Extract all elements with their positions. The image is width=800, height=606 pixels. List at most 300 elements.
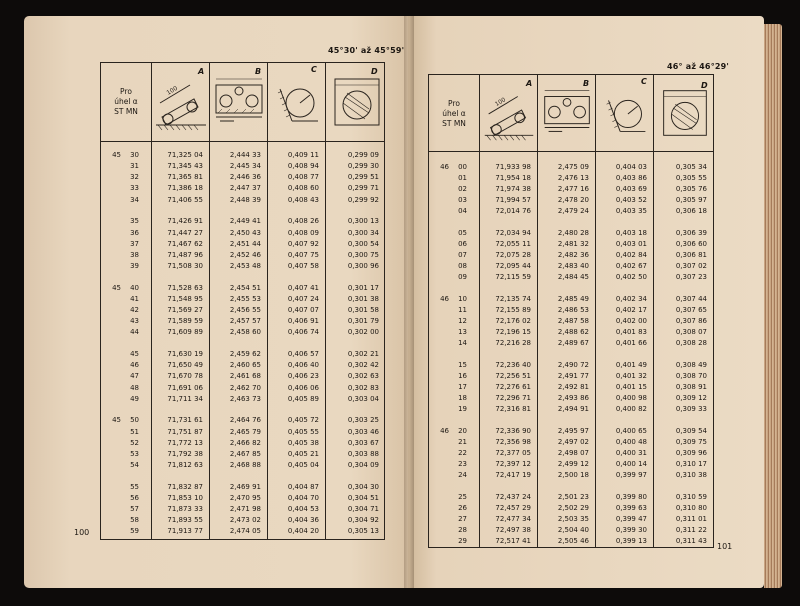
value-b-cell: 2,482 36 bbox=[557, 251, 589, 260]
column-letter: C bbox=[641, 77, 647, 86]
minute-cell: 34 bbox=[130, 195, 139, 204]
value-a-cell: 72,236 40 bbox=[495, 361, 531, 369]
value-a-cell: 72,356 98 bbox=[495, 438, 531, 447]
value-c-cell: 0,401 49 bbox=[615, 361, 647, 369]
value-d-cell: 0,304 09 bbox=[347, 461, 379, 469]
value-d-cell: 0,303 88 bbox=[347, 449, 379, 458]
column-letter: A bbox=[198, 67, 205, 76]
minute-cell: 43 bbox=[130, 317, 139, 326]
value-a-cell: 71,772 13 bbox=[167, 438, 203, 447]
value-b-cell: 2,500 18 bbox=[557, 471, 589, 480]
value-d-cell: 0,299 51 bbox=[347, 173, 379, 182]
value-d-cell: 0,299 30 bbox=[347, 162, 379, 171]
value-a-cell: 72,296 71 bbox=[495, 394, 531, 403]
value-b-cell: 2,463 73 bbox=[229, 394, 261, 403]
value-a-cell: 71,691 06 bbox=[167, 383, 203, 392]
minute-cell: 14 bbox=[458, 339, 467, 348]
minute-cell: 20 bbox=[458, 427, 467, 435]
value-d-cell: 0,307 23 bbox=[675, 273, 707, 282]
value-a-cell: 71,731 61 bbox=[167, 416, 203, 425]
value-d-cell: 0,306 18 bbox=[675, 207, 707, 216]
value-a-cell: 72,135 74 bbox=[495, 295, 531, 303]
value-c-cell: 0,407 24 bbox=[287, 294, 319, 303]
value-a-cell: 71,893 55 bbox=[167, 516, 203, 525]
header-label bbox=[429, 99, 479, 129]
minute-cell: 03 bbox=[458, 196, 467, 205]
minute-cell: 07 bbox=[458, 251, 467, 260]
value-a-cell: 71,954 18 bbox=[495, 174, 531, 183]
value-b-cell: 2,471 98 bbox=[229, 505, 261, 514]
table-row bbox=[101, 438, 384, 449]
table-row bbox=[101, 250, 384, 261]
value-b-cell: 2,453 48 bbox=[229, 261, 261, 270]
value-c-cell: 0,403 18 bbox=[615, 229, 647, 237]
table-row bbox=[101, 239, 384, 250]
value-d-cell: 0,310 59 bbox=[675, 493, 707, 501]
value-b-cell: 2,454 51 bbox=[229, 283, 261, 292]
value-d-cell: 0,310 80 bbox=[675, 504, 707, 513]
value-a-cell: 71,832 87 bbox=[167, 482, 203, 491]
value-a-cell: 72,477 34 bbox=[495, 515, 531, 524]
value-b-cell: 2,486 53 bbox=[557, 306, 589, 315]
minute-cell: 55 bbox=[130, 482, 139, 491]
minute-cell: 25 bbox=[458, 493, 467, 501]
value-a-cell: 71,933 98 bbox=[495, 163, 531, 171]
table-row bbox=[101, 383, 384, 394]
value-b-cell: 2,459 62 bbox=[229, 350, 261, 359]
value-d-cell: 0,310 38 bbox=[675, 471, 707, 480]
table-row bbox=[429, 316, 713, 327]
minute-cell: 58 bbox=[130, 516, 139, 525]
table-row bbox=[429, 338, 713, 349]
value-c-cell: 0,404 53 bbox=[287, 505, 319, 514]
degree-cell: 45 bbox=[112, 416, 121, 425]
header-label-line: ST MN bbox=[442, 119, 466, 128]
minute-cell: 40 bbox=[130, 283, 139, 292]
minute-cell: 42 bbox=[130, 306, 139, 314]
value-a-cell: 72,216 28 bbox=[495, 339, 531, 348]
value-b-cell: 2,487 58 bbox=[557, 317, 589, 326]
svg-text:100: 100 bbox=[165, 84, 179, 97]
value-a-cell: 72,377 05 bbox=[495, 449, 531, 458]
minute-cell: 54 bbox=[130, 461, 139, 469]
value-c-cell: 0,405 55 bbox=[287, 427, 319, 436]
value-d-cell: 0,302 63 bbox=[347, 372, 379, 381]
table-row bbox=[101, 360, 384, 371]
value-c-cell: 0,407 92 bbox=[287, 239, 319, 248]
value-c-cell: 0,403 01 bbox=[615, 240, 647, 249]
value-c-cell: 0,404 70 bbox=[287, 493, 319, 502]
value-a-cell: 72,316 81 bbox=[495, 405, 531, 414]
value-d-cell: 0,307 86 bbox=[675, 317, 707, 326]
value-c-cell: 0,401 66 bbox=[615, 339, 647, 348]
table-row bbox=[429, 426, 713, 437]
minute-cell: 12 bbox=[458, 317, 467, 326]
table-row bbox=[429, 239, 713, 250]
value-a-cell: 72,115 59 bbox=[495, 273, 531, 282]
value-d-cell: 0,309 54 bbox=[675, 427, 707, 435]
column-letter: D bbox=[371, 67, 378, 76]
value-c-cell: 0,399 47 bbox=[615, 515, 647, 524]
value-c-cell: 0,405 72 bbox=[287, 416, 319, 425]
value-b-cell: 2,501 23 bbox=[557, 493, 589, 501]
value-d-cell: 0,305 55 bbox=[675, 174, 707, 183]
value-c-cell: 0,407 41 bbox=[287, 283, 319, 292]
angle-range-heading: 46° až 46°29' bbox=[667, 62, 730, 71]
value-d-cell: 0,302 21 bbox=[347, 350, 379, 359]
table-row bbox=[429, 261, 713, 272]
table-header bbox=[101, 63, 384, 142]
column-letter: C bbox=[311, 65, 317, 74]
table-row bbox=[429, 437, 713, 448]
header-label-line: ST MN bbox=[114, 107, 138, 116]
value-a-cell: 71,994 57 bbox=[495, 196, 531, 205]
table-row bbox=[101, 526, 384, 537]
value-a-cell: 71,447 27 bbox=[167, 228, 203, 237]
value-b-cell: 2,447 37 bbox=[229, 184, 261, 193]
value-c-cell: 0,402 84 bbox=[615, 251, 647, 260]
table-row bbox=[429, 492, 713, 503]
header-label-line: úhel α bbox=[114, 97, 138, 106]
value-c-cell: 0,404 20 bbox=[287, 527, 319, 536]
value-a-cell: 71,974 38 bbox=[495, 185, 531, 194]
diagram-a-icon bbox=[482, 81, 537, 145]
page-number: 101 bbox=[717, 542, 733, 551]
value-d-cell: 0,301 17 bbox=[347, 283, 379, 292]
table-row bbox=[429, 250, 713, 261]
value-d-cell: 0,305 34 bbox=[675, 163, 707, 171]
table-row bbox=[429, 272, 713, 283]
value-d-cell: 0,308 49 bbox=[675, 361, 707, 369]
value-c-cell: 0,405 89 bbox=[287, 394, 319, 403]
value-d-cell: 0,304 30 bbox=[347, 482, 379, 491]
value-c-cell: 0,400 98 bbox=[615, 394, 647, 403]
value-a-cell: 71,853 10 bbox=[167, 493, 203, 502]
value-b-cell: 2,460 65 bbox=[229, 361, 261, 370]
value-a-cell: 71,670 78 bbox=[167, 372, 203, 381]
table-row bbox=[101, 515, 384, 526]
value-d-cell: 0,306 39 bbox=[675, 229, 707, 237]
value-a-cell: 71,913 77 bbox=[167, 527, 203, 536]
table-row bbox=[429, 404, 713, 415]
table-row bbox=[101, 150, 384, 161]
value-a-cell: 71,650 49 bbox=[167, 361, 203, 370]
table-row bbox=[429, 536, 713, 547]
minute-cell: 50 bbox=[130, 416, 139, 425]
value-d-cell: 0,309 33 bbox=[675, 405, 707, 414]
table-row bbox=[101, 504, 384, 515]
value-b-cell: 2,452 46 bbox=[229, 250, 261, 259]
minute-cell: 27 bbox=[458, 515, 467, 524]
value-a-cell: 71,406 55 bbox=[167, 195, 203, 204]
table-row bbox=[101, 460, 384, 471]
value-b-cell: 2,445 34 bbox=[229, 162, 261, 171]
minute-cell: 21 bbox=[458, 438, 467, 447]
minute-cell: 46 bbox=[130, 361, 139, 370]
minute-cell: 09 bbox=[458, 273, 467, 282]
table-row bbox=[429, 371, 713, 382]
table-row bbox=[101, 294, 384, 305]
diagram-d-icon bbox=[329, 69, 384, 135]
value-a-cell: 71,630 19 bbox=[167, 350, 203, 359]
diagram-a-icon bbox=[154, 69, 209, 135]
value-b-cell: 2,444 33 bbox=[229, 151, 261, 159]
value-a-cell: 72,517 41 bbox=[495, 537, 531, 546]
minute-cell: 35 bbox=[130, 217, 139, 226]
value-b-cell: 2,504 40 bbox=[557, 526, 589, 535]
value-d-cell: 0,301 79 bbox=[347, 317, 379, 326]
value-a-cell: 72,256 51 bbox=[495, 372, 531, 381]
value-c-cell: 0,400 82 bbox=[615, 405, 647, 414]
degree-cell: 46 bbox=[440, 295, 449, 303]
value-b-cell: 2,466 82 bbox=[229, 438, 261, 447]
value-b-cell: 2,455 53 bbox=[229, 294, 261, 303]
value-a-cell: 71,711 34 bbox=[167, 394, 203, 403]
value-b-cell: 2,465 79 bbox=[229, 427, 261, 436]
table-row bbox=[429, 393, 713, 404]
value-c-cell: 0,404 03 bbox=[615, 163, 647, 171]
column-letter: A bbox=[526, 79, 533, 88]
minute-cell: 52 bbox=[130, 438, 139, 447]
table-row bbox=[101, 327, 384, 338]
value-b-cell: 2,474 05 bbox=[229, 527, 261, 536]
value-d-cell: 0,299 71 bbox=[347, 184, 379, 193]
value-a-cell: 71,386 18 bbox=[167, 184, 203, 193]
value-d-cell: 0,304 92 bbox=[347, 516, 379, 525]
value-b-cell: 2,462 70 bbox=[229, 383, 261, 392]
value-d-cell: 0,300 13 bbox=[347, 217, 379, 226]
value-b-cell: 2,448 39 bbox=[229, 195, 261, 204]
value-d-cell: 0,302 42 bbox=[347, 361, 379, 370]
value-b-cell: 2,476 13 bbox=[557, 174, 589, 183]
table-row bbox=[429, 382, 713, 393]
minute-cell: 06 bbox=[458, 240, 467, 249]
value-a-cell: 71,365 81 bbox=[167, 173, 203, 182]
value-a-cell: 71,487 96 bbox=[167, 250, 203, 259]
value-b-cell: 2,473 02 bbox=[229, 516, 261, 525]
value-b-cell: 2,492 81 bbox=[557, 383, 589, 392]
table-row bbox=[101, 427, 384, 438]
value-c-cell: 0,406 40 bbox=[287, 361, 319, 370]
value-d-cell: 0,308 07 bbox=[675, 328, 707, 337]
table-row bbox=[429, 514, 713, 525]
value-b-cell: 2,483 40 bbox=[557, 262, 589, 271]
value-a-cell: 72,176 02 bbox=[495, 317, 531, 326]
value-c-cell: 0,399 80 bbox=[615, 493, 647, 501]
value-c-cell: 0,406 57 bbox=[287, 350, 319, 359]
value-d-cell: 0,308 28 bbox=[675, 339, 707, 348]
value-d-cell: 0,303 25 bbox=[347, 416, 379, 425]
page-number: 100 bbox=[74, 528, 90, 537]
value-b-cell: 2,489 67 bbox=[557, 339, 589, 348]
page-edges bbox=[764, 24, 782, 588]
table-row bbox=[101, 493, 384, 504]
value-a-cell: 71,873 33 bbox=[167, 505, 203, 514]
value-a-cell: 71,528 63 bbox=[167, 283, 203, 292]
value-a-cell: 72,196 15 bbox=[495, 328, 531, 337]
value-c-cell: 0,405 21 bbox=[287, 449, 319, 458]
value-c-cell: 0,399 97 bbox=[615, 471, 647, 480]
diagram-c-icon bbox=[270, 69, 325, 135]
value-a-cell: 71,589 59 bbox=[167, 317, 203, 326]
value-d-cell: 0,301 58 bbox=[347, 306, 379, 314]
value-c-cell: 0,403 69 bbox=[615, 185, 647, 194]
value-c-cell: 0,399 13 bbox=[615, 537, 647, 546]
value-d-cell: 0,304 71 bbox=[347, 505, 379, 514]
value-d-cell: 0,309 12 bbox=[675, 394, 707, 403]
value-b-cell: 2,467 85 bbox=[229, 449, 261, 458]
value-a-cell: 72,095 44 bbox=[495, 262, 531, 271]
column-letter: B bbox=[255, 67, 262, 76]
value-d-cell: 0,311 43 bbox=[675, 537, 707, 546]
value-b-cell: 2,497 02 bbox=[557, 438, 589, 447]
value-a-cell: 72,014 76 bbox=[495, 207, 531, 216]
value-b-cell: 2,456 55 bbox=[229, 306, 261, 314]
table-row bbox=[429, 448, 713, 459]
value-c-cell: 0,404 36 bbox=[287, 516, 319, 525]
value-a-cell: 71,345 43 bbox=[167, 162, 203, 171]
value-a-cell: 71,569 27 bbox=[167, 306, 203, 314]
minute-cell: 24 bbox=[458, 471, 467, 480]
value-b-cell: 2,478 20 bbox=[557, 196, 589, 205]
value-c-cell: 0,403 52 bbox=[615, 196, 647, 205]
value-d-cell: 0,304 51 bbox=[347, 493, 379, 502]
value-c-cell: 0,403 35 bbox=[615, 207, 647, 216]
table-row bbox=[429, 525, 713, 536]
value-d-cell: 0,300 96 bbox=[347, 261, 379, 270]
minute-cell: 02 bbox=[458, 185, 467, 194]
value-d-cell: 0,309 75 bbox=[675, 438, 707, 447]
value-d-cell: 0,299 92 bbox=[347, 195, 379, 204]
minute-cell: 45 bbox=[130, 350, 139, 359]
value-c-cell: 0,400 48 bbox=[615, 438, 647, 447]
value-c-cell: 0,407 07 bbox=[287, 306, 319, 314]
value-b-cell: 2,475 09 bbox=[557, 163, 589, 171]
value-b-cell: 2,457 57 bbox=[229, 317, 261, 326]
value-d-cell: 0,311 01 bbox=[675, 515, 707, 524]
value-a-cell: 72,397 12 bbox=[495, 460, 531, 469]
minute-cell: 13 bbox=[458, 328, 467, 337]
table-row bbox=[429, 294, 713, 305]
value-c-cell: 0,399 63 bbox=[615, 504, 647, 513]
value-c-cell: 0,401 83 bbox=[615, 328, 647, 337]
value-b-cell: 2,485 49 bbox=[557, 295, 589, 303]
table-row bbox=[101, 261, 384, 272]
value-c-cell: 0,408 94 bbox=[287, 162, 319, 171]
value-d-cell: 0,302 83 bbox=[347, 383, 379, 392]
table-row bbox=[101, 172, 384, 183]
table-row bbox=[101, 183, 384, 194]
value-c-cell: 0,408 43 bbox=[287, 195, 319, 204]
minute-cell: 36 bbox=[130, 228, 139, 237]
minute-cell: 39 bbox=[130, 261, 139, 270]
table-header bbox=[429, 75, 713, 152]
value-a-cell: 71,751 87 bbox=[167, 427, 203, 436]
minute-cell: 19 bbox=[458, 405, 467, 414]
degree-cell: 45 bbox=[112, 283, 121, 292]
value-a-cell: 72,437 24 bbox=[495, 493, 531, 501]
minute-cell: 17 bbox=[458, 383, 467, 392]
minute-cell: 41 bbox=[130, 294, 139, 303]
minute-cell: 22 bbox=[458, 449, 467, 458]
minute-cell: 33 bbox=[130, 184, 139, 193]
table-row bbox=[429, 195, 713, 206]
value-c-cell: 0,401 32 bbox=[615, 372, 647, 381]
table-row bbox=[101, 228, 384, 239]
value-c-cell: 0,403 86 bbox=[615, 174, 647, 183]
value-c-cell: 0,408 09 bbox=[287, 228, 319, 237]
value-b-cell: 2,477 16 bbox=[557, 185, 589, 194]
degree-cell: 46 bbox=[440, 163, 449, 171]
minute-cell: 59 bbox=[130, 527, 139, 536]
minute-cell: 47 bbox=[130, 372, 139, 381]
value-d-cell: 0,303 04 bbox=[347, 394, 379, 403]
value-c-cell: 0,406 23 bbox=[287, 372, 319, 381]
minute-cell: 38 bbox=[130, 250, 139, 259]
table-row bbox=[101, 161, 384, 172]
minute-cell: 08 bbox=[458, 262, 467, 271]
minute-cell: 37 bbox=[130, 239, 139, 248]
value-d-cell: 0,306 81 bbox=[675, 251, 707, 260]
table-row bbox=[101, 371, 384, 382]
value-b-cell: 2,503 35 bbox=[557, 515, 589, 524]
value-c-cell: 0,406 74 bbox=[287, 328, 319, 337]
value-d-cell: 0,299 09 bbox=[347, 151, 379, 159]
table-row bbox=[429, 162, 713, 173]
table-row bbox=[429, 228, 713, 239]
degree-cell: 45 bbox=[112, 151, 121, 159]
header-label-line: Pro bbox=[448, 99, 460, 108]
header-label-line: úhel α bbox=[442, 109, 466, 118]
value-a-cell: 72,457 29 bbox=[495, 504, 531, 513]
minute-cell: 57 bbox=[130, 505, 139, 514]
value-a-cell: 71,548 95 bbox=[167, 294, 203, 303]
value-b-cell: 2,470 95 bbox=[229, 493, 261, 502]
column-letter: B bbox=[583, 79, 590, 88]
value-b-cell: 2,490 72 bbox=[557, 361, 589, 369]
value-c-cell: 0,402 67 bbox=[615, 262, 647, 271]
value-b-cell: 2,495 97 bbox=[557, 427, 589, 435]
minute-cell: 31 bbox=[130, 162, 139, 171]
value-a-cell: 72,276 61 bbox=[495, 383, 531, 392]
value-b-cell: 2,449 41 bbox=[229, 217, 261, 226]
value-a-cell: 71,467 62 bbox=[167, 239, 203, 248]
value-b-cell: 2,491 77 bbox=[557, 372, 589, 381]
value-c-cell: 0,408 26 bbox=[287, 217, 319, 226]
value-b-cell: 2,451 44 bbox=[229, 239, 261, 248]
value-a-cell: 71,609 89 bbox=[167, 328, 203, 337]
table-row bbox=[101, 349, 384, 360]
table-row bbox=[429, 503, 713, 514]
minute-cell: 04 bbox=[458, 207, 467, 216]
degree-cell: 46 bbox=[440, 427, 449, 435]
value-b-cell: 2,494 91 bbox=[557, 405, 589, 414]
value-c-cell: 0,402 50 bbox=[615, 273, 647, 282]
value-a-cell: 72,497 38 bbox=[495, 526, 531, 535]
column-letter: D bbox=[701, 81, 708, 90]
table-row bbox=[429, 305, 713, 316]
value-c-cell: 0,405 04 bbox=[287, 461, 319, 469]
value-b-cell: 2,469 91 bbox=[229, 482, 261, 491]
value-a-cell: 71,426 91 bbox=[167, 217, 203, 226]
table-row bbox=[429, 470, 713, 481]
value-b-cell: 2,468 88 bbox=[229, 461, 261, 469]
value-b-cell: 2,479 24 bbox=[557, 207, 589, 216]
value-c-cell: 0,405 38 bbox=[287, 438, 319, 447]
value-d-cell: 0,303 67 bbox=[347, 438, 379, 447]
value-b-cell: 2,498 07 bbox=[557, 449, 589, 458]
diagram-b-icon bbox=[540, 81, 595, 145]
